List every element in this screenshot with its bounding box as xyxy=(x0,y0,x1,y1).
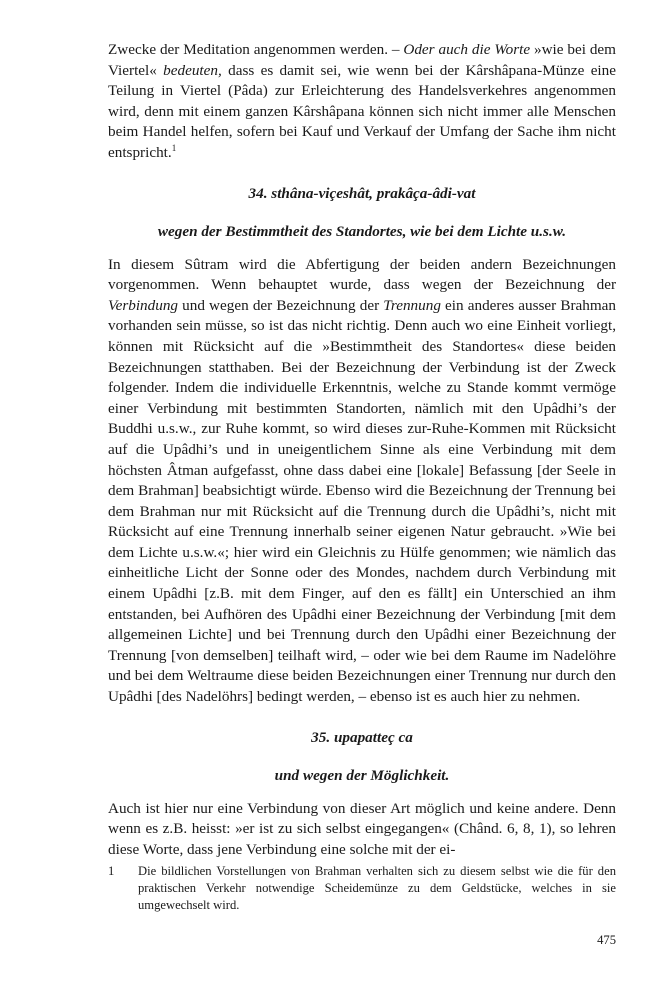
p2-text-1: In diesem Sûtram wird die Abfertigung der beiden andern Bezeichnungen vorgenommen. Wenn behauptet wurde, dass wegen der Bezeichnung der xyxy=(108,255,616,294)
p2-italic-2: Trennung xyxy=(383,296,441,314)
page-number: 475 xyxy=(597,933,616,947)
p1-text-2: »wie bei dem Viertel« xyxy=(108,41,616,79)
sutra-34-heading: 34. sthâna-viçeshât, prakâça-âdi-vat xyxy=(248,184,476,202)
p2-italic-1: Verbindung xyxy=(108,296,179,314)
p2-text-3: ein anderes ausser Brahman vorhanden sein müsse, so ist das nicht richtig. Denn auch wo eine Einheit vorliegt, können mit Rücksicht auf die »Bestimmtheit des Standortes« diese beiden Bezeichnungen statthaben. Bei der Bezeichnung der Verbindung ist der Zweck folgender. Indem die individuelle Erkenntnis, welche zu Stande kommt vermöge einer Verbindung mit bestimmten Standorten, nämlich mit den Upâdhi’s der Buddhi u.s.w., zur Ruhe kommt, so wird dieses zur-Ruhe-Kommen mit Rücksicht auf die Upâdhi’s und in uneigentlichem Sinne als eine Verbindung mit dem höchsten Âtman aufgefasst, ohne dass dabei eine [lokale] Befassung [der Seele in dem Brahman] beabsichtigt würde. Ebenso wird die Bezeichnung der Trennung bei dem Brahman nur mit Rücksicht auf die Trennung durch die Upâdhi’s, nicht mit Rücksicht auf eine Trennung innerhalb seiner eigenen Natur gebraucht. »Wie bei dem Lichte u.s.w.«; hier wird ein Gleichnis zu Hülfe genommen; wie nämlich das einheitliche Licht der Sonne oder des Mondes, nachdem durch Verbindung mit einem Upâdhi [z.B. mit dem Finger, auf den es fällt] ein Unterschied an ihm entstanden, bei Aufhören des Upâdhi einer Bezeichnung der Verbindung [mit dem allgemeinen Lichte] und bei Trennung durch den Upâdhi einer Bezeichnung der Trennung [von demselben] teilhaft wird, – oder wie bei dem Raume im Nadelöhre und bei dem Weltraume diese beiden Bezeichnungen einer Trennung nur durch den Upâdhi [des Nadelöhrs] bedingt werden, – ebenso ist es auch hier zu nehmen. xyxy=(108,296,616,706)
p1-text-1: Zwecke der Meditation angenommen werden. – xyxy=(108,41,404,58)
paragraph-2 xyxy=(108,255,616,708)
sutra-35-translation: und wegen der Möglichkeit. xyxy=(274,766,450,784)
sutra-35-heading: 35. upapatteç ca xyxy=(311,728,413,746)
p1-italic-2: bedeuten, xyxy=(163,61,222,79)
p1-italic-1: Oder auch die Worte xyxy=(403,41,531,58)
p1-text-3: dass es damit sei, wie wenn bei der Kârshâpana-Münze eine Teilung in Viertel (Pâda) zur Erleichterung des Handelsverkehres angenommen wird, denn mit einem ganzen Kârshâpana können sich nicht immer alle Menschen beim Handel helfen, sofern bei Kauf und Verkauf der Umfang der Sache ihm nicht entspricht. xyxy=(108,61,616,161)
paragraph-3: Auch ist hier nur eine Verbindung von dieser Art möglich und keine andere. Denn wenn es z.B. heisst: »er ist zu sich selbst eingegangen« (Chând. 6, 8, 1), so lehren diese Worte, dass jene Verbindung eine solche mit der ei- xyxy=(108,799,616,858)
footnote-reference[interactable]: 1 xyxy=(171,142,177,153)
page-body xyxy=(108,40,616,860)
paragraph-1 xyxy=(108,40,616,164)
sutra-34-translation: wegen der Bestimmtheit des Standortes, wie bei dem Lichte u.s.w. xyxy=(157,222,567,240)
footnote xyxy=(108,863,616,914)
footnote-text: Die bildlichen Vorstellungen von Brahman verhalten sich zu diesem selbst wie die für den praktischen Verkehr notwendige Scheidemünze zu dem Geldstücke, welches in sie umgewechselt wird. xyxy=(138,864,616,912)
p2-text-2: und wegen der Bezeichnung der xyxy=(178,296,384,314)
footnote-number: 1 xyxy=(108,864,115,878)
